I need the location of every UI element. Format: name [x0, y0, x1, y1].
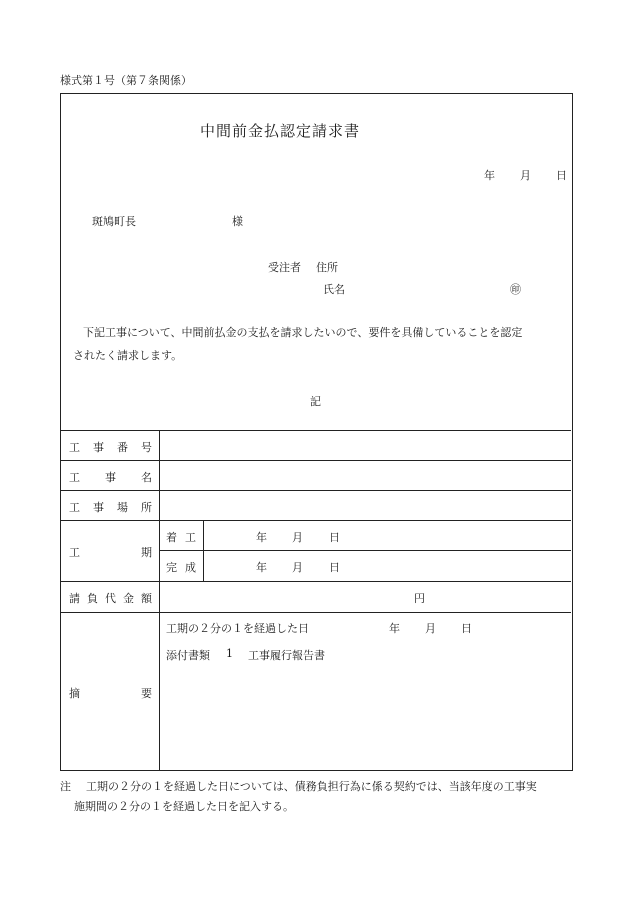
addressee-honorific: 様 — [232, 215, 243, 228]
period-sub-column-line — [203, 520, 204, 581]
row-divider — [60, 520, 571, 521]
note-line2: 施期間の２分の１を経過した日を記入する。 — [74, 800, 294, 813]
completion-day-label: 日 — [329, 561, 340, 574]
date-day-label: 日 — [556, 169, 567, 182]
label-column-line — [159, 430, 160, 770]
name-label: 氏名 — [323, 283, 345, 296]
completion-month-label: 月 — [292, 561, 303, 574]
remarks-day-label: 日 — [461, 622, 472, 635]
construction-number-label: 工 事 番 号 — [69, 441, 152, 454]
seal-mark: ㊞ — [510, 283, 521, 296]
construction-site-label: 工 事 場 所 — [69, 501, 152, 514]
row-divider — [60, 612, 571, 613]
start-label: 着 工 — [166, 531, 196, 544]
start-year-label: 年 — [256, 531, 267, 544]
start-month-label: 月 — [292, 531, 303, 544]
remarks-label: 摘 要 — [69, 687, 152, 700]
ki-mark: 記 — [310, 395, 321, 408]
contractor-label: 受注者 — [268, 261, 301, 274]
attachment-item: 工事履行報告書 — [248, 649, 325, 662]
remarks-half-period-text: 工期の２分の１を経過した日 — [166, 622, 309, 635]
contract-amount-label: 請 負 代 金 額 — [69, 592, 152, 605]
yen-unit: 円 — [414, 592, 425, 605]
note-mark: 注 — [60, 780, 71, 793]
attachments-label: 添付書類 — [166, 649, 210, 662]
form-title: 中間前金払認定請求書 — [200, 122, 361, 140]
period-sub-divider — [159, 550, 571, 551]
row-divider — [60, 460, 571, 461]
completion-year-label: 年 — [256, 561, 267, 574]
construction-name-label: 工 事 名 — [69, 471, 152, 484]
row-divider — [60, 581, 571, 582]
remarks-year-label: 年 — [389, 622, 400, 635]
addressee-name: 斑鳩町長 — [92, 215, 136, 228]
row-divider — [60, 490, 571, 491]
form-number: 様式第１号（第７条関係） — [60, 74, 192, 87]
remarks-month-label: 月 — [425, 622, 436, 635]
form-frame — [60, 93, 573, 771]
address-label: 住所 — [316, 261, 338, 274]
date-month-label: 月 — [520, 169, 531, 182]
attachment-number: 1 — [226, 647, 233, 660]
date-year-label: 年 — [484, 169, 495, 182]
table-top-line — [60, 430, 571, 431]
note-line1: 工期の２分の１を経過した日については、債務負担行為に係る契約では、当該年度の工事実 — [86, 780, 537, 793]
start-day-label: 日 — [329, 531, 340, 544]
completion-label: 完 成 — [166, 561, 196, 574]
body-text-line2: されたく請求します。 — [73, 349, 183, 362]
period-label: 工 期 — [69, 546, 152, 559]
body-text-line1: 下記工事について、中間前払金の支払を請求したいので、要件を具備していることを認定 — [83, 326, 523, 339]
